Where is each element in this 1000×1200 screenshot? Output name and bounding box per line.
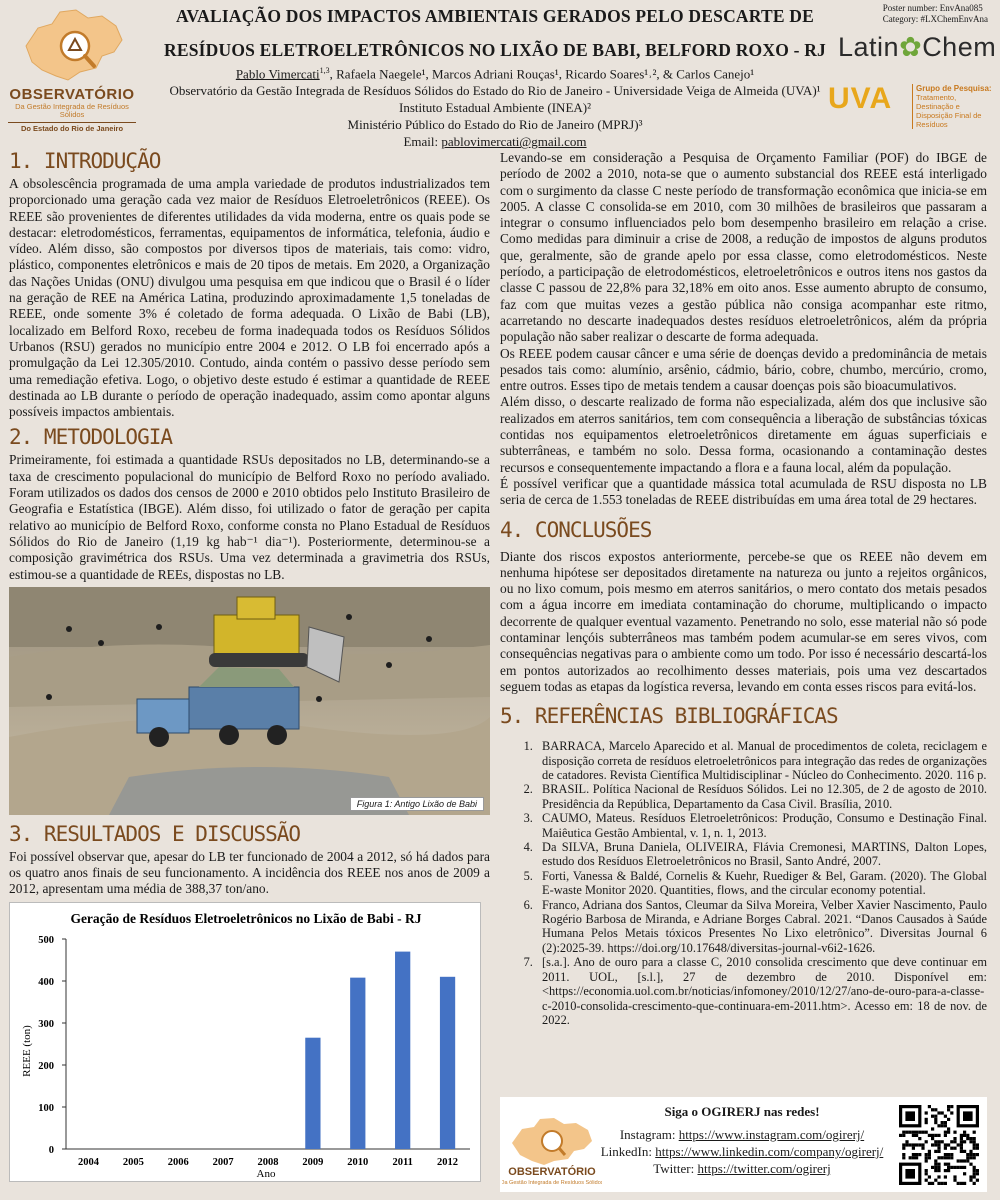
intro-text: A obsolescência programada de uma ampla variedade de produtos industrializados tem proporcionado uma geração cada vez maior de Resíduos Eletroeletrônicos (REEE). Os REEE são provenientes de diferentes utilidades da vida moderna, entre os quais pode se destacar: eletrodomésticos, ferramentas, equipamentos de informática, telefonia, áudio e vídeo. Além disso, são compostos por diversos tipos de materiais, tais como: vidro, plástico, componentes eletrônicos e mais de 20 tipos de metais. Em 2020, a Organização das Nações Unidas (ONU) divulgou uma pesquisa em que indicou que o Brasil é o líder na geração de REE na América Latina, produzindo aproximadamente 1,5 toneladas de REEE, onde somente 3% é coletado de forma adequada. O Lixão de Babi (LB), localizado em Belford Roxo, recebeu de forma inadequada todos os Resíduos Sólidos Urbanos (RSU) gerados no município entre 2004 e 2012. O LB foi encerrado após a promulgação da Lei 12.305/2010. Contudo, ainda contém o passivo desse período sem uma remediação efetiva. Logo, o objetivo deste estudo é estimar a quantidade de REEE destinada ao LB durante o período de operação inadequado, assim como apontar alguns possíveis impactos ambientais. xyxy=(9,176,490,420)
chart-y-tick-label: 0 xyxy=(48,1144,54,1156)
reference-item: 4. Da SILVA, Bruna Daniela, OLIVEIRA, Flávia Cremonesi, MARTINS, Dalton Lopes, estudo dos Resíduos Eletroeletrônicos no Brasil, Santo André, 2007. xyxy=(536,840,987,869)
reference-item: 6. Franco, Adriana dos Santos, Cleumar da Silva Moreira, Velber Xavier Nascimento, Paulo Rogério Barbosa de Miranda, e Adriane Borges Cabral. 2021. “Danos Causados à Saúde Humana Pelos Metais tóxicos Presentes No Lixo eletrônico”. Diversitas Journal 6 (2):2025-39. https://doi.org/10.17648/diversitas-journal-v6i2-1626. xyxy=(536,898,987,956)
social-heading: Siga o OGIRERJ nas redes! xyxy=(664,1104,820,1119)
instagram-line xyxy=(592,1126,892,1143)
conclusoes-text: Diante dos riscos expostos anteriormente, percebe-se que os REEE não devem em nenhuma hipótese ser depositados diretamente na natureza ou junto a rejeitos orgânicos, ou no lixo comum, pois mesmo em aterros sanitários, o mero contato dos metais pesados com a água incorre em imediata contaminação do chorume, multiplicando o impacto decorrente de qualquer eventual vazamento. Penetrando no solo, esse material não só pode contaminar lençóis subterrâneos mas também podem acumular-se em seres vivos, com consequências negativas para o ambiente como um todo. Por isso é necessário descartá-los em pontos autorizados ao recolhimento desses materiais, pois uma vez descartados seguem todas as etapas da logística reversa, levando em conta esses riscos para evitá-los. xyxy=(500,548,987,694)
resultados-text: Foi possível observar que, apesar do LB ter funcionado de 2004 a 2012, só há dados para os quatro anos finais de seu funcionamento. A incidência dos REEE nos anos de 2009 a 2012, apresentam uma média de 388,37 ton/ano. xyxy=(9,848,490,897)
metodologia-text: Primeiramente, foi estimada a quantidade RSUs depositados no LB, determinando-se a taxa de crescimento populacional do município de Belford Roxo no período avaliado. Foram utilizados os dados dos censos de 2000 e 2010 obtidos pelo Instituto Brasileiro de Geografia e Estatística (IBGE). Além disso, foi utilizado o fator de geração per capita relativo ao município de Belford Roxo, conforme consta no Plano Estadual de Resíduos Sólidos do Rio de Janeiro (1,19 kg hab⁻¹ dia⁻¹). Posteriormente, determinou-se a composição gravimétrica dos RSUs. Uma vez determinada a gravimetria dos RSUs, estimou-se a quantidade de REEs, dispostas no LB. xyxy=(9,452,490,582)
affiliation-3: Ministério Público do Estado do Rio de Janeiro (MPRJ)³ xyxy=(347,117,643,133)
social-links xyxy=(592,1103,892,1177)
metodologia-heading: 2. METODOLOGIA xyxy=(9,425,173,450)
author-rest: , Rafaela Naegele¹, Marcos Adriani Rouças¹, Ricardo Soares¹˒², & Carlos Canejo¹ xyxy=(329,66,755,82)
chart-x-tick-label: 2008 xyxy=(257,1156,279,1168)
affiliation-2: Instituto Estadual Ambiente (INEA)² xyxy=(399,100,591,116)
email-link[interactable]: pablovimercati@gmail.com xyxy=(441,134,587,150)
chart-bar xyxy=(350,977,365,1148)
authors xyxy=(145,62,845,150)
author-list xyxy=(145,62,845,82)
logo-sub: Da Gestão Integrada de Resíduos Sólidos xyxy=(15,102,129,120)
chart-y-tick-label: 400 xyxy=(38,976,54,988)
discussion-p2: Os REEE podem causar câncer e uma série de doenças devido a predominância de metais pesados tais como: alumínio, arsênio, cádmio, bário, cobre, chumbo, mercúrio, cromo, entre outros. Esses tipo de metais tendem a causar doenças pois são bioacumulativos. xyxy=(500,345,987,394)
chart-x-tick-label: 2010 xyxy=(347,1156,369,1168)
instagram-label: Instagram: xyxy=(619,1127,679,1142)
linkedin-link[interactable]: https://www.linkedin.com/company/ogirerj/ xyxy=(655,1144,884,1159)
footer-observatorio-logo xyxy=(502,1115,602,1187)
discussion-p4: É possível verificar que a quantidade mássica total acumulada de RSU disposta no LB seria de cerca de 1.553 toneladas de REEE distribuídas em uma área total de 29 hectares. xyxy=(500,475,987,508)
chart-x-axis-label: Ano xyxy=(256,1167,276,1180)
poster-number xyxy=(883,3,988,25)
chart-y-tick-label: 200 xyxy=(38,1060,54,1072)
observatorio-logo xyxy=(8,6,136,134)
leaf-icon: ✿ xyxy=(899,32,923,62)
logo-name: OBSERVATÓRIO xyxy=(9,86,135,103)
twitter-link[interactable]: https://twitter.com/ogirerj xyxy=(697,1161,831,1176)
reference-item: 7. [s.a.]. Ano de ouro para a classe C, 2010 consolida crescimento que deve continuar em 2011. UOL, [s.l.], 27 de dezembro de 2010. Disponível em: <https://economia.uol.com.br/noticias/infomoney/2010/12/27/ano-de-ouro-para-a-classe-c-2010-consolida-crescimento-que-continuara-em-2011.htm>. Acesso em: 18 de nov. de 2022. xyxy=(536,955,987,1027)
footer-rj-map-icon xyxy=(502,1115,602,1187)
chart-title: Geração de Resíduos Eletroeletrônicos no Lixão de Babi - RJ xyxy=(70,910,422,926)
instagram-link[interactable]: https://www.instagram.com/ogirerj/ xyxy=(678,1127,865,1142)
chart-bar xyxy=(440,977,455,1149)
references-list xyxy=(500,739,987,1027)
title-line-1: AVALIAÇÃO DOS IMPACTOS AMBIENTAIS GERADOS PELO DESCARTE DE xyxy=(175,6,815,26)
left-column xyxy=(9,146,490,1182)
uva-logo xyxy=(828,80,992,129)
logo-sub2: Do Estado do Rio de Janeiro xyxy=(8,122,136,133)
svg-text:OBSERVATÓRIO: OBSERVATÓRIO xyxy=(508,1166,596,1178)
poster-number-line: Poster number: EnvAna085 xyxy=(882,3,983,13)
chart-x-tick-label: 2005 xyxy=(122,1156,144,1168)
chart-x-tick-label: 2009 xyxy=(302,1156,324,1168)
grupo-desc: Tratamento, Destinação e Disposição Final de Resíduos xyxy=(916,93,982,129)
author-primary-sup: 1,3 xyxy=(319,66,330,75)
reference-item: 3. CAUMO, Mateus. Resíduos Eletroeletrônicos: Produção, Consumo e Destinação Final. Maiêutica Gestão Ambiental, v. 1, n. 1, 2013. xyxy=(536,811,987,840)
right-column xyxy=(500,146,987,1027)
chart-x-tick-label: 2006 xyxy=(167,1156,189,1168)
author-primary: Pablo Vimercati xyxy=(235,66,320,82)
email-label: Email: xyxy=(403,134,442,150)
discussion-p1: Levando-se em consideração a Pesquisa de Orçamento Familiar (POF) do IBGE de período de 2002 a 2010, nota-se que o aumento substancial dos REEE está interligado com o surgimento da classe C neste período de transformação econômica que inicia-se em 2005. A classe C consolida-se em 2010, com 30 milhões de brasileiros que passaram a integrar o consumo influenciados pelo bom desempenho brasileiro em relação a crise. Como medidas para diminuir a crise de 2008, a redução de impostos de alguns produtos que, geralmente, são de grande apelo por essa classe, como eletrodomésticos. Neste período, a participação de eletrodomésticos, eletroeletrônicos e outros itens nos gastos da classe C passou de 22,8% para 32,18% em oito anos. Esse aumento abrupto de consumo, faz com que muitas vezes a gestão pública não consiga acompanhar este ritmo, acarretando no descarte inadequados destes resíduos eletroeletrônicos, além da própria população não saber realizar o descarte de forma adequada. xyxy=(500,150,987,345)
svg-text:Da Gestão Integrada de Resíduo: Da Gestão Integrada de Resíduos Sólidos xyxy=(502,1180,602,1186)
grupo-title: Grupo de Pesquisa: xyxy=(916,84,992,93)
grupo-pesquisa xyxy=(912,84,992,129)
bar-chart xyxy=(9,902,481,1182)
rj-map-icon xyxy=(18,6,126,86)
reference-item: 5. Forti, Vanessa & Baldé, Cornelis & Kuehr, Ruediger & Bel, Garam. (2020). The Global E-waste Monitor 2020. Quantities, flows, and the circular economy potential. xyxy=(536,869,987,898)
reference-item: 1. BARRACA, Marcelo Aparecido et al. Manual de procedimentos de coleta, reciclagem e disposição correta de resíduos eletroeletrônicos para integração das redes de organizações de catadores. Revista Científica Multidisciplinar - Núcleo do Conhecimento. 2020. 116 p. xyxy=(536,739,987,782)
twitter-label: Twitter: xyxy=(653,1161,698,1176)
referencias-heading: 5. REFERÊNCIAS BIBLIOGRÁFICAS xyxy=(500,704,838,729)
poster-header xyxy=(0,0,1000,150)
latinchem-a: Latin xyxy=(838,32,900,62)
chart-x-tick-label: 2012 xyxy=(437,1156,459,1168)
conclusoes-heading: 4. CONCLUSÕES xyxy=(500,517,652,542)
social-footer xyxy=(500,1097,987,1192)
chart-x-tick-label: 2011 xyxy=(392,1156,413,1168)
chart-x-tick-label: 2004 xyxy=(77,1156,99,1168)
latinchem-b: Chem xyxy=(922,32,997,62)
linkedin-line xyxy=(592,1143,892,1160)
qr-code[interactable] xyxy=(899,1105,979,1185)
landfill-illustration xyxy=(9,587,490,815)
resultados-heading: 3. RESULTADOS E DISCUSSÃO xyxy=(9,821,301,846)
landfill-photo xyxy=(9,587,490,815)
chart-svg xyxy=(10,903,482,1183)
chart-y-tick-label: 100 xyxy=(38,1102,54,1114)
title-line-2: RESÍDUOS ELETROELETRÔNICOS NO LIXÃO DE BABI, BELFORD ROXO - RJ xyxy=(164,40,826,60)
figure-caption: Figura 1: Antigo Lixão de Babi xyxy=(350,797,484,811)
latinchem-logo xyxy=(838,32,997,72)
chart-bar xyxy=(395,951,410,1148)
intro-heading: 1. INTRODUÇÃO xyxy=(9,149,161,173)
chart-bar xyxy=(305,1037,320,1148)
discussion-p3: Além disso, o descarte realizado de forma não especializada, além dos que inclusive são realizados em aterros sanitários, tem com consequência a liberação de substâncias tóxicas contidas nos equipamentos eletroeletrônicos diretamente em águas superficiais e subterrâneas, e também no solo. Dessa forma, ocasionando a contaminação destes recursos e consequentemente impactando a flora e a fauna local, além da população. xyxy=(500,394,987,475)
chart-y-axis-label: REEE (ton) xyxy=(21,1024,33,1077)
title-block xyxy=(145,6,845,150)
affiliation-1: Observatório da Gestão Integrada de Resíduos Sólidos do Estado do Rio de Janeiro - Universidade Veiga de Almeida (UVA)¹ xyxy=(169,83,821,99)
uva-text: UVA xyxy=(828,82,893,115)
twitter-line xyxy=(592,1160,892,1177)
chart-y-tick-label: 500 xyxy=(38,934,54,946)
chart-y-tick-label: 300 xyxy=(38,1018,54,1030)
linkedin-label: LinkedIn: xyxy=(600,1144,656,1159)
chart-x-tick-label: 2007 xyxy=(212,1156,234,1168)
poster-category-line: Category: #LXChemEnvAna xyxy=(882,14,988,24)
reference-item: 2. BRASIL. Política Nacional de Resíduos Sólidos. Lei no 12.305, de 2 de agosto de 2010. Presidência da República, Departamento da Casa Civil. Brasília, 2010. xyxy=(536,782,987,811)
